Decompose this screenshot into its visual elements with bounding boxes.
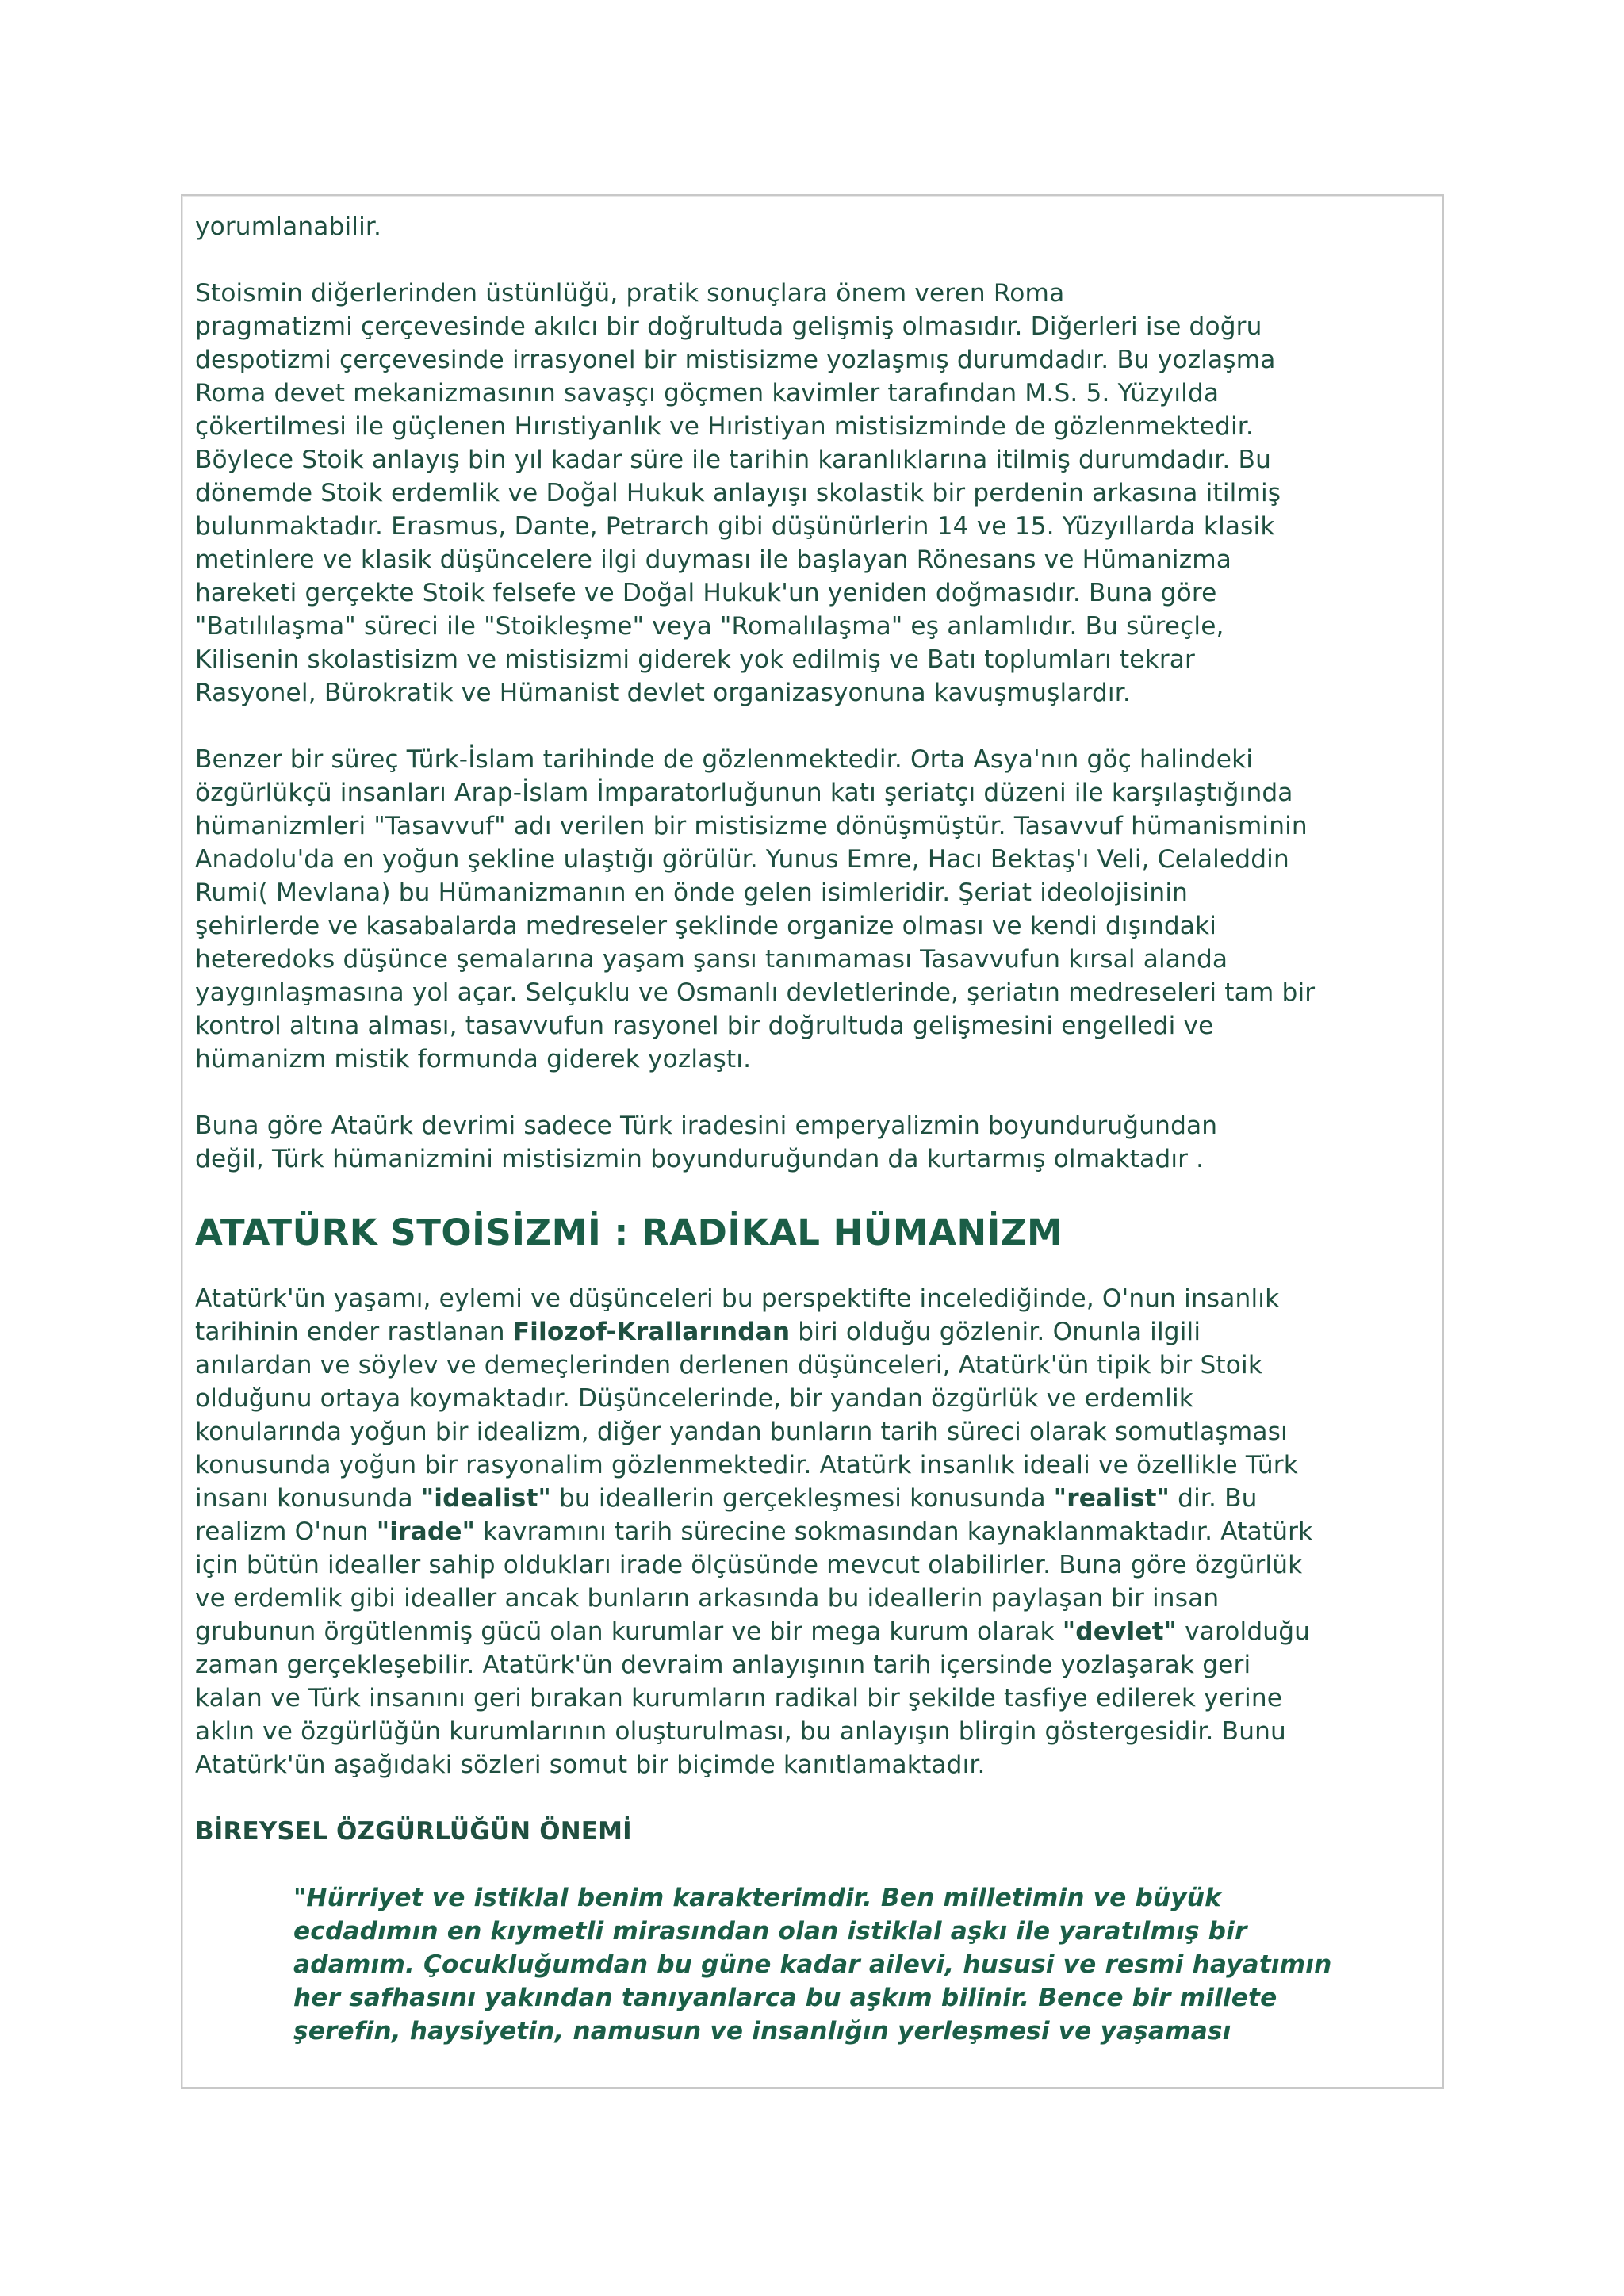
text-line: hareketi gerçekte Stoik felsefe ve Doğal Hukuk'un yeniden doğmasıdır. Buna göre: [195, 579, 1217, 607]
text-run: insanı konusunda: [195, 1484, 421, 1513]
bold-term: "idealist": [420, 1484, 551, 1513]
quote-line: "Hürriyet ve istiklal benim karakterimdir. Ben milletimin ve büyük: [293, 1884, 1222, 1912]
ataturk-quote: [293, 1881, 1435, 2048]
text-line: Atatürk'ün yaşamı, eylemi ve düşünceleri bu perspektifte incelediğinde, O'nun insanlık: [195, 1284, 1280, 1313]
text-line: çökertilmesi ile güçlenen Hırıstiyanlık ve Hıristiyan mistisizminde de gözlenmektedir.: [195, 412, 1254, 441]
subheading: BİREYSEL ÖZGÜRLÜĞÜN ÖNEMİ: [195, 1817, 632, 1846]
text-line: Rasyonel, Bürokratik ve Hümanist devlet organizasyonuna kavuşmuşlardır.: [195, 679, 1131, 707]
text-line: "Batılılaşma" süreci ile "Stoikleşme" veya "Romalılaşma" eş anlamlıdır. Bu süreçle,: [195, 612, 1224, 641]
text-run: varolduğu: [1177, 1617, 1311, 1646]
text-line: despotizmi çerçevesinde irrasyonel bir mistisizme yozlaşmış durumdadır. Bu yozlaşma: [195, 346, 1276, 374]
text-line: yaygınlaşmasına yol açar. Selçuklu ve Osmanlı devletlerinde, şeriatın medreseleri tam bir: [195, 978, 1316, 1007]
bold-term: "realist": [1053, 1484, 1170, 1513]
bold-term: Filozof-Krallarından: [512, 1318, 791, 1346]
text-line: Roma devet mekanizmasının savaşçı göçmen kavimler tarafından M.S. 5. Yüzyılda: [195, 379, 1220, 408]
text-line: pragmatizmi çerçevesinde akılcı bir doğrultuda gelişmiş olmasıdır. Diğerleri ise doğru: [195, 312, 1262, 341]
quote-line: her safhasını yakından tanıyanlarca bu aşkım bilinir. Bence bir millete: [293, 1984, 1277, 2012]
text-line: Kilisenin skolastisizm ve mistisizmi giderek yok edilmiş ve Batı toplumları tekrar: [195, 645, 1196, 674]
text-line: Böylece Stoik anlayış bin yıl kadar süre ile tarihin karanlıklarına itilmiş durumdadır. Bu: [195, 446, 1271, 474]
text-line: [195, 1615, 1432, 1648]
text-run: realizm O'nun: [195, 1517, 377, 1546]
text-line: için bütün idealler sahip oldukları irade ölçüsünde mevcut olabilirler. Buna göre özgürlük: [195, 1551, 1303, 1579]
text-line: Benzer bir süreç Türk-İslam tarihinde de gözlenmektedir. Orta Asya'nın göç halindeki: [195, 745, 1254, 774]
text-line: [195, 1482, 1432, 1515]
paragraph-ataturk-revolution: [195, 1109, 1432, 1176]
bold-term: "irade": [376, 1517, 476, 1546]
text-line: Rumi( Mevlana) bu Hümanizmanın en önde gelen isimleridir. Şeriat ideolojisinin: [195, 878, 1189, 907]
text-line: [195, 1515, 1432, 1548]
text-line: Atatürk'ün aşağıdaki sözleri somut bir biçimde kanıtlamaktadır.: [195, 1751, 986, 1779]
article-body: [195, 210, 1432, 2048]
paragraph-fragment: [195, 210, 1432, 243]
paragraph-turkish-islam: [195, 743, 1432, 1076]
text-line: aklın ve özgürlüğün kurumlarının oluşturulması, bu anlayışın blirgin göstergesidir. Bunu: [195, 1717, 1286, 1746]
text-run: kavramını tarih sürecine sokmasından kaynaklanmaktadır. Atatürk: [475, 1517, 1313, 1546]
text-line: ve erdemlik gibi idealler ancak bunların arkasında bu ideallerin paylaşan bir insan: [195, 1584, 1220, 1613]
text-run: bu ideallerin gerçekleşmesi konusunda: [550, 1484, 1054, 1513]
quote-line: şerefin, haysiyetin, namusun ve insanlığın yerleşmesi ve yaşaması: [293, 2017, 1231, 2045]
text-line: metinlere ve klasik düşüncelere ilgi duyması ile başlayan Rönesans ve Hümanizma: [195, 545, 1232, 574]
text-line: Buna göre Ataürk devrimi sadece Türk iradesini emperyalizmin boyunduruğundan: [195, 1112, 1218, 1140]
text-run: grubunun örgütlenmiş gücü olan kurumlar ve bir mega kurum olarak: [195, 1617, 1063, 1646]
content-frame: [181, 194, 1444, 2089]
text-line: özgürlükçü insanları Arap-İslam İmparatorluğunun katı şeriatçı düzeni ile karşılaştığında: [195, 779, 1293, 807]
text-line: Anadolu'da en yoğun şekline ulaştığı görülür. Yunus Emre, Hacı Bektaş'ı Veli, Celaleddin: [195, 845, 1289, 874]
text-line: konusunda yoğun bir rasyonalim gözlenmektedir. Atatürk insanlık ideali ve özellikle Türk: [195, 1451, 1298, 1479]
text-line: dönemde Stoik erdemlik ve Doğal Hukuk anlayışı skolastik bir perdenin arkasına itilmiş: [195, 479, 1281, 507]
quote-line: adamım. Çocukluğumdan bu güne kadar ailevi, hususi ve resmi hayatımın: [293, 1950, 1332, 1979]
text-line: hümanizm mistik formunda giderek yozlaştı.: [195, 1045, 752, 1073]
text-line: [195, 1315, 1432, 1349]
quote-line: ecdadımın en kıymetli mirasından olan istiklal aşkı ile yaratılmış bir: [293, 1917, 1247, 1946]
text-line: zaman gerçekleşebilir. Atatürk'ün devraim anlayışının tarih içersinde yozlaşarak geri: [195, 1651, 1251, 1679]
text-line: şehirlerde ve kasabalarda medreseler şeklinde organize olması ve kendi dışındaki: [195, 912, 1217, 940]
text-line: Stoismin diğerlerinden üstünlüğü, pratik sonuçlara önem veren Roma: [195, 279, 1065, 308]
text-line: heteredoks düşünce şemalarına yaşam şansı tanımaması Tasavvufun kırsal alanda: [195, 945, 1228, 974]
section-heading: ATATÜRK STOİSİZMİ : RADİKAL HÜMANİZM: [195, 1211, 1063, 1253]
text-line: değil, Türk hümanizmini mistisizmin boyunduruğundan da kurtarmış olmaktadır .: [195, 1145, 1205, 1173]
text-line: anılardan ve söylev ve demeçlerinden derlenen düşünceleri, Atatürk'ün tipik bir Stoik: [195, 1351, 1263, 1380]
text-line: konularında yoğun bir idealizm, diğer yandan bunların tarih süreci olarak somutlaşması: [195, 1418, 1288, 1446]
text-line: olduğunu ortaya koymaktadır. Düşüncelerinde, bir yandan özgürlük ve erdemlik: [195, 1384, 1194, 1413]
text-line: hümanizmleri "Tasavvuf" adı verilen bir mistisizme dönüşmüştür. Tasavvuf hümanisminin: [195, 812, 1308, 840]
text-run: tarihinin ender rastlanan: [195, 1318, 513, 1346]
text-line: kalan ve Türk insanını geri bırakan kurumların radikal bir şekilde tasfiye edilerek yerine: [195, 1684, 1283, 1712]
paragraph-stoicism: [195, 277, 1432, 710]
text-run: dir. Bu: [1170, 1484, 1258, 1513]
bold-term: "devlet": [1062, 1617, 1178, 1646]
text-line: yorumlanabilir.: [195, 212, 382, 241]
text-line: bulunmaktadır. Erasmus, Dante, Petrarch gibi düşünürlerin 14 ve 15. Yüzyıllarda klasik: [195, 512, 1275, 541]
text-run: biri olduğu gözlenir. Onunla ilgili: [790, 1318, 1201, 1346]
paragraph-philosopher-king: [195, 1282, 1432, 1781]
text-line: kontrol altına alması, tasavvufun rasyonel bir doğrultuda gelişmesini engelledi ve: [195, 1012, 1214, 1040]
